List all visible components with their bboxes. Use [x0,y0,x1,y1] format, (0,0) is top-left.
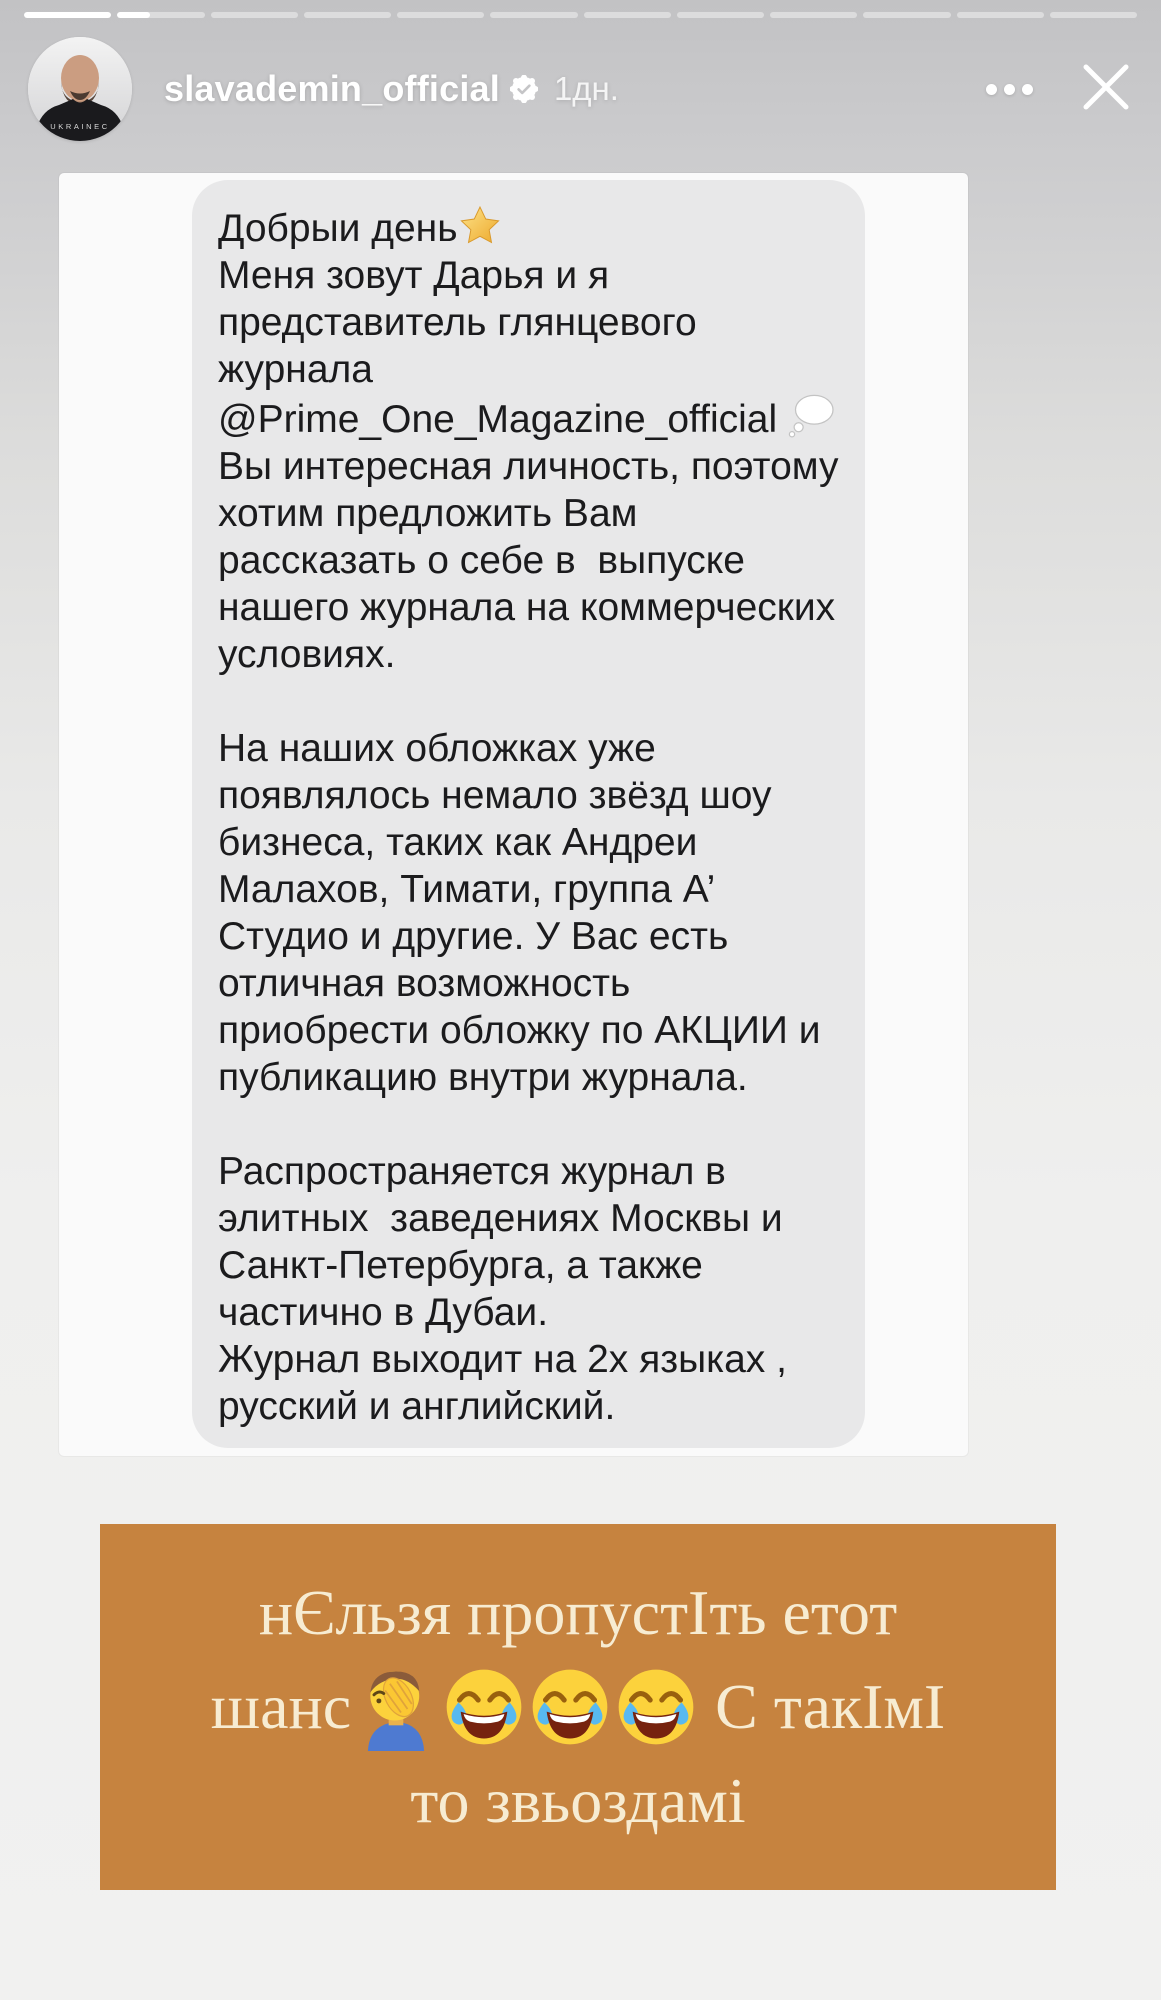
story-progress-segment [490,12,577,18]
story-progress-segment [211,12,298,18]
verified-badge-icon [510,75,538,103]
avatar-illustration [28,37,132,141]
story-progress-segment [584,12,671,18]
story-header [28,36,1139,142]
chat-screenshot [59,173,968,1456]
story-progress-segment [1050,12,1137,18]
username[interactable]: slavademin_official [164,68,500,109]
caption-sticker [100,1524,1056,1890]
message-paragraph-1: Добрыи день Меня зовут Дарья и я представитель глянцевого журнала @Prime_One_Magazine_official Вы интересная личность, поэтому хотим предложить Вам рассказать о себе в выпуске нашего журнала на коммерческих условиях. [218,204,837,678]
caption-line-1: нЄльзя пропустІть етот [258,1577,898,1648]
story-timestamp: 1дн. [553,70,619,107]
svg-text:UKRAINEC: UKRAINEC [50,122,110,131]
message-paragraph-3: Распространяется журнал в элитных заведениях Москвы и Санкт-Петербурга, а также частично в Дубаи. Журнал выходит на 2х языках , русский и английский. [218,1150,787,1428]
message-bubble [192,180,865,1448]
story-progress-segment [677,12,764,18]
story-progress-segment [770,12,857,18]
close-story-button[interactable] [1073,54,1139,125]
joy-emoji [442,1665,526,1749]
story-progress-segment [24,12,111,18]
story-progress-segment [117,12,204,18]
story-progress-segment [304,12,391,18]
message-paragraph-2: На наших обложках уже появлялось немало звёзд шоу бизнеса, таких как Андреи Малахов, Тимати, группа А’ Студио и другие. У Вас есть отличная возможность приобрести обложку по АКЦИИ и публикацию внутри журнала. [218,727,821,1099]
x-icon [1077,58,1135,116]
story-progress-bar [24,12,1137,18]
caption-line-3: то звьоздамі [410,1765,746,1836]
star-emoji [458,204,502,248]
story-progress-segment [957,12,1044,18]
story-progress-segment [863,12,950,18]
story-progress-segment [397,12,484,18]
facepalm-emoji [352,1663,440,1751]
three-dots-icon [986,84,997,95]
avatar[interactable] [28,37,132,141]
caption-line-2: шанс С такІмІ [211,1660,945,1754]
more-options-button[interactable] [976,74,1043,105]
joy-emoji [614,1665,698,1749]
joy-emoji [528,1665,612,1749]
thought-balloon-emoji [788,393,838,439]
